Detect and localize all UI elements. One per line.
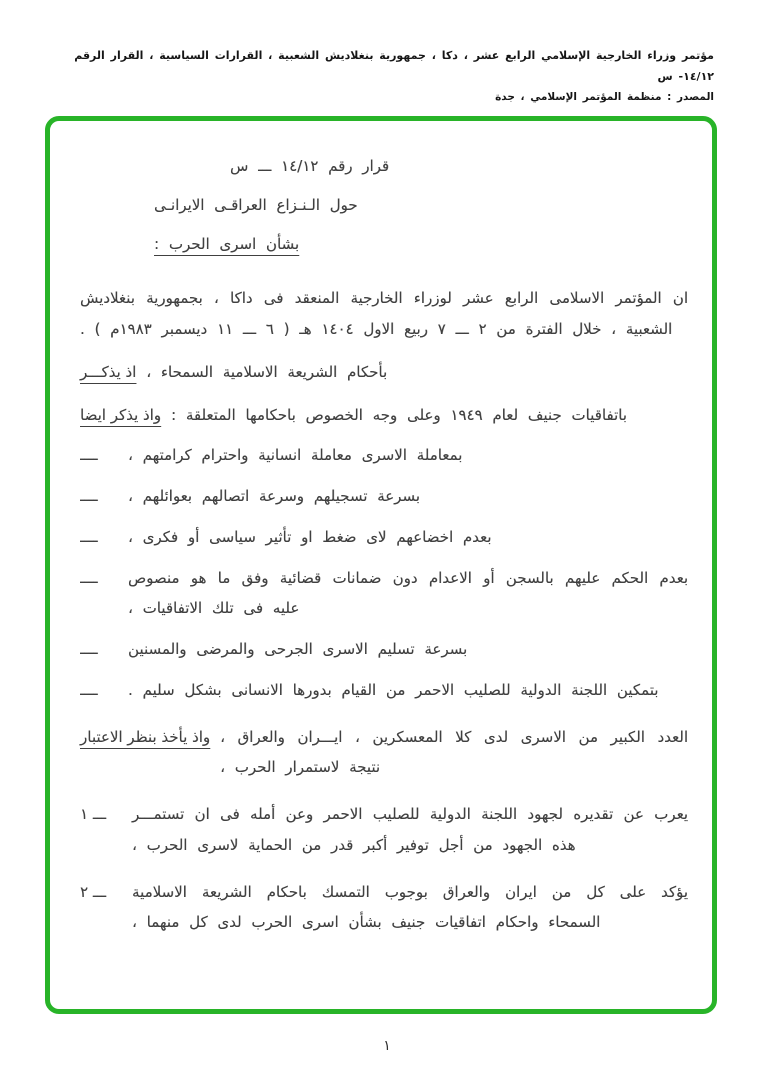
list-item-text: بسرعة تسجيلهم وسرعة اتصالهم بعوائلهم ، [128,487,420,505]
list-item-text: بمعاملة الاسرى معاملة انسانية واحترام كرامتهم ، [128,446,463,465]
consideration-clause [80,722,688,784]
list-item-text: بعدم الحكم عليهم بالسجن أو الاعدام دون ضمانات قضائية وفق ما هو منصوص عليه فى تلك الاتفاقيات ، [128,568,688,618]
item-number: ٢ ـــ [80,882,107,901]
document-header [64,46,714,108]
list-item-text: بسرعة تسليم الاسرى الجرحى والمرضى والمسنين [128,640,468,658]
list-item [80,563,688,625]
list-item-text: بتمكين اللجنة الدولية للصليب الاحمر من القيام بدورها الانسانى بشكل سليم . [128,680,659,699]
clause-text: العدد الكبير من الاسرى لدى كلا المعسكرين ، ايـــران والعراق ، نتيجة لاستمرار الحرب ، [220,727,688,777]
dash-bullet: ــــ [80,680,98,699]
item-number: ١ ـــ [80,805,107,823]
page-number: ١ [383,1038,391,1054]
dash-bullet: ــــ [80,446,98,465]
operative-paragraph-2 [80,877,688,939]
clause-lead: واذ يأخذ بنظر الاعتبار [80,727,211,746]
list-item [80,522,688,553]
clause-lead: واذ يذكر ايضا [80,405,162,424]
operative-text: يؤكد على كل من ايران والعراق بوجوب التمسك باحكام الشريعة الاسلامية السمحاء واحكام اتفاقيات جنيف بشأن اسرى الحرب لدى كل منهما ، [132,882,688,932]
header-citation: مؤتمر وزراء الخارجية الإسلامي الرابع عشر ، دكا ، جمهورية بنغلاديش الشعبية ، القرارات السياسية ، القرار الرقم ١٤/١٢- س [74,49,714,83]
list-item [80,440,688,471]
recital-clause-2 [80,400,688,431]
list-item-text: بعدم اخضاعهم لاى ضغط او تأثير سياسى أو فكرى ، [128,527,492,546]
header-source: المصدر : منظمة المؤتمر الإسلامي ، جدة [495,90,714,103]
list-item [80,481,688,512]
dash-bullet: ــــ [80,527,98,546]
recital-clause-1 [80,357,688,388]
highlight-box [45,116,717,1014]
resolution-body [50,121,712,938]
dash-bullet: ــــ [80,487,98,505]
resolution-title: حول الـنـزاع العراقـى الايرانـى [154,195,358,214]
clause-lead: اذ يذكـــر [80,362,137,381]
preamble-paragraph: ان المؤتمر الاسلامى الرابع عشر لوزراء الخارجية المنعقد فى داكا ، بجمهورية بنغلاديش الشعبية ، خلال الفترة من ٢ ـــ ٧ ربيع الاول ١٤٠٤ هـ ( ٦ ـــ ١١ ديسمبر ١٩٨٣م ) . [80,289,688,338]
clause-text: بأحكام الشريعة الاسلامية السمحاء ، [146,362,388,381]
clause-text: باتفاقيات جنيف لعام ١٩٤٩ وعلى وجه الخصوص باحكامها المتعلقة : [171,405,627,424]
list-item [80,634,688,665]
operative-text: يعرب عن تقديره لجهود اللجنة الدولية للصليب الاحمر وعن أمله فى ان تستمـــر هذه الجهود من أجل توفير أكبر قدر من الحماية لاسرى الحرب ، [132,805,688,854]
resolution-subtitle: بشأن اسرى الحرب : [154,234,300,253]
dash-bullet: ــــ [80,640,98,658]
list-item [80,675,688,706]
dash-bullet: ــــ [80,568,98,587]
operative-paragraph-1 [80,799,688,861]
resolution-number: قرار رقم ١٤/١٢ ـــ س [230,157,390,175]
